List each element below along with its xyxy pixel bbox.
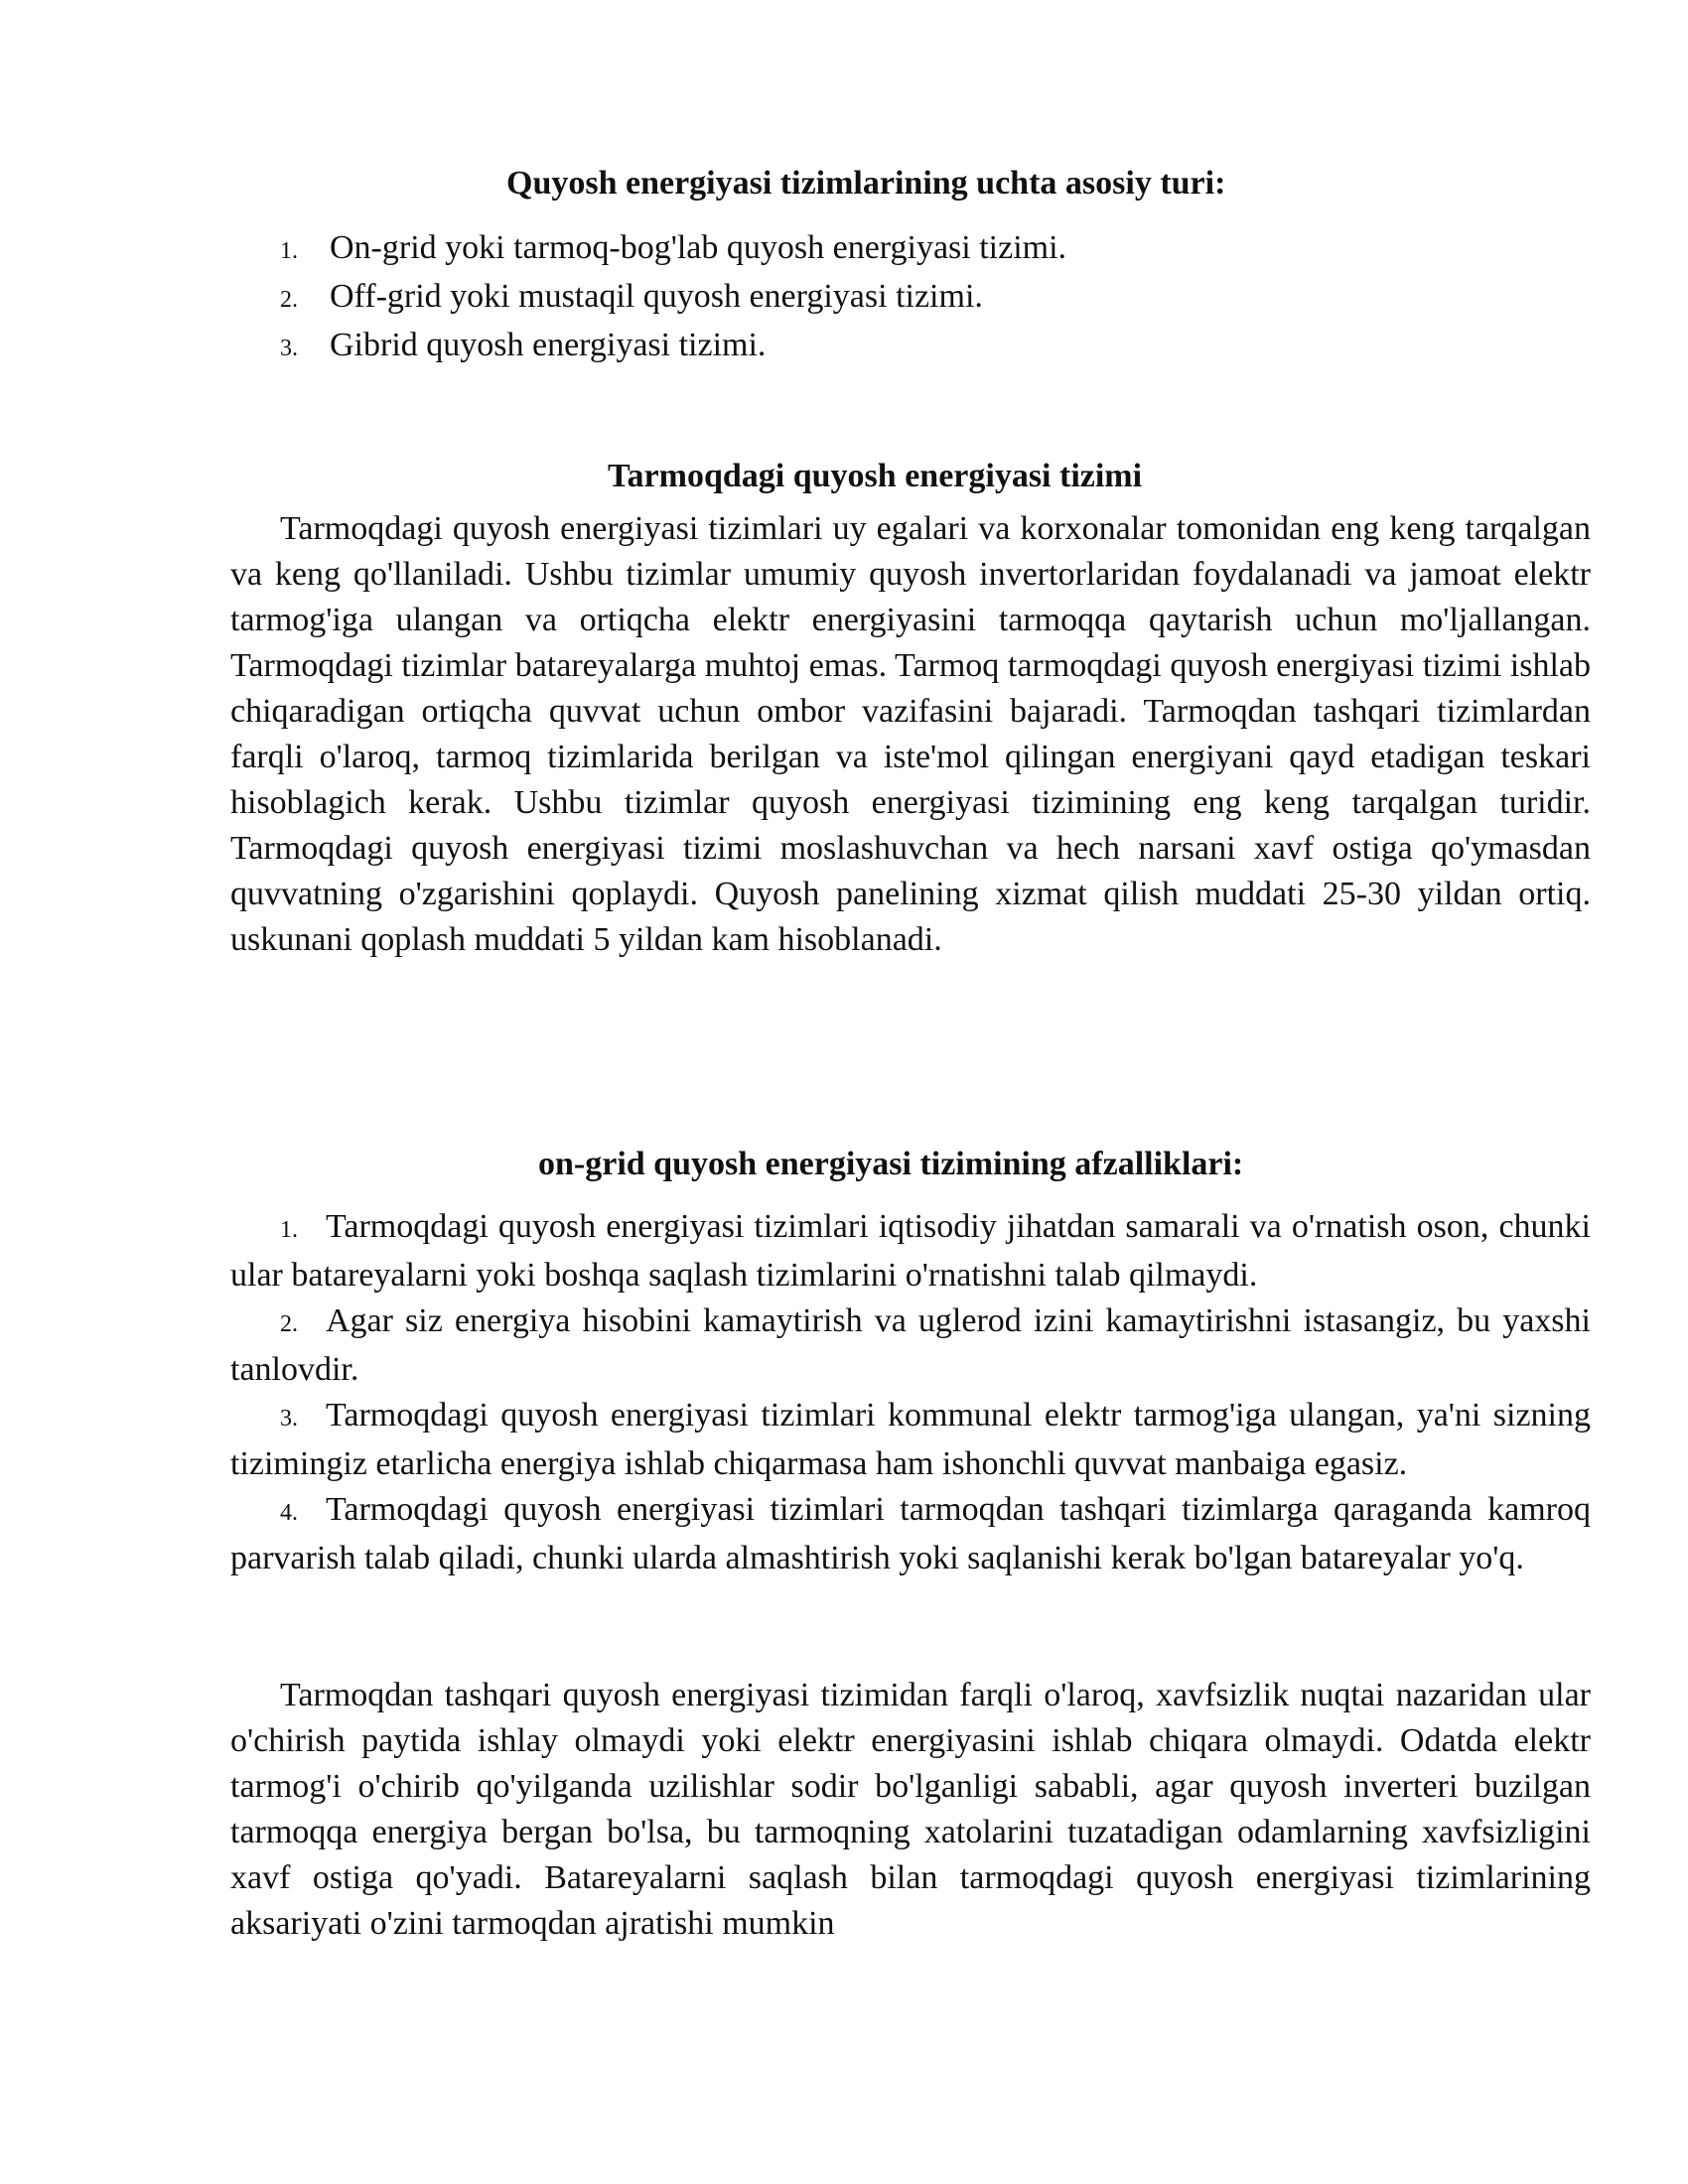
list-item-text: Agar siz energiya hisobini kamaytirish va uglerod izini kamaytirishni istasangiz, bu yaxshi tanlovdir. (230, 1302, 1591, 1388)
system-types-list (280, 225, 1066, 371)
list-item-number: 3. (280, 336, 298, 361)
list-item-text: On-grid yoki tarmoq-bog'lab quyosh energiyasi tizimi. (330, 229, 1067, 266)
list-item-text: Off-grid yoki mustaqil quyosh energiyasi tizimi. (330, 278, 983, 315)
list-item (230, 1393, 1591, 1487)
section-title-types: Quyosh energiyasi tizimlarining uchta asosiy turi: (506, 165, 1226, 202)
list-item-text: Gibrid quyosh energiyasi tizimi. (330, 327, 767, 363)
section-title-on-grid: Tarmoqdagi quyosh energiyasi tizimi (608, 458, 1143, 494)
list-item-number: 2. (280, 287, 298, 313)
list-item (280, 225, 1066, 274)
list-item-number: 3. (280, 1406, 298, 1432)
list-item-number: 4. (280, 1500, 298, 1526)
on-grid-description-paragraph: Tarmoqdagi quyosh energiyasi tizimlari uy egalari va korxonalar tomonidan eng keng tarqalgan va keng qo'llaniladi. Ushbu tizimlar umumiy quyosh invertorlaridan foydalanadi va jamoat elektr tarmog'iga ulangan va ortiqcha elektr energiyasini tarmoqqa qaytarish uchun mo'ljallangan. Tarmoqdagi tizimlar batareyalarga muhtoj emas. Tarmoq tarmoqdagi quyosh energiyasi tizimi ishlab chiqaradigan ortiqcha quvvat uchun ombor vazifasini bajaradi. Tarmoqdan tashqari tizimlardan farqli o'laroq, tarmoq tizimlarida berilgan va iste'mol qilingan energiyani qayd etadigan teskari hisoblagich kerak. Ushbu tizimlar quyosh energiyasi tizimining eng keng tarqalgan turidir. Tarmoqdagi quyosh energiyasi tizimi moslashuvchan va hech narsani xavf ostiga qo'ymasdan quvvatning o'zgarishini qoplaydi. Quyosh panelining xizmat qilish muddati 25-30 yildan ortiq. uskunani qoplash muddati 5 yildan kam hisoblanadi. (230, 510, 1591, 958)
list-item-text: Tarmoqdagi quyosh energiyasi tizimlari kommunal elektr tarmog'iga ulangan, ya'ni sizning tizimingiz etarlicha energiya ishlab chiqarmasa ham ishonchli quvvat manbaiga egasiz. (230, 1397, 1591, 1482)
list-item-number: 2. (280, 1311, 298, 1337)
safety-paragraph: Tarmoqdan tashqari quyosh energiyasi tizimidan farqli o'laroq, xavfsizlik nuqtai nazaridan ular o'chirish paytida ishlay olmaydi yoki elektr energiyasini ishlab chiqara olmaydi. Odatda elektr tarmog'i o'chirib qo'yilganda uzilishlar sodir bo'lganligi sababli, agar quyosh inverteri buzilgan tarmoqqa energiya bergan bo'lsa, bu tarmoqning xatolarini tuzatadigan odamlarning xavfsizligini xavf ostiga qo'yadi. Batareyalarni saqlash bilan tarmoqdagi quyosh energiyasi tizimlarining aksariyati o'zini tarmoqdan ajratishi mumkin (230, 1677, 1591, 1942)
list-item (230, 1487, 1591, 1581)
list-item-number: 1. (280, 1217, 298, 1243)
list-item-text: Tarmoqdagi quyosh energiyasi tizimlari tarmoqdan tashqari tizimlarga qaraganda kamroq parvarish talab qiladi, chunki ularda almashtirish yoki saqlanishi kerak bo'lgan batareyalar yo'q. (230, 1491, 1591, 1576)
section-title-advantages: on-grid quyosh energiyasi tizimining afzalliklari: (538, 1146, 1244, 1182)
list-item (230, 1298, 1591, 1393)
advantages-list (230, 1204, 1591, 1581)
list-item-text: Tarmoqdagi quyosh energiyasi tizimlari iqtisodiy jihatdan samarali va o'rnatish oson, chunki ular batareyalarni yoki boshqa saqlash tizimlarini o'rnatishni talab qilmaydi. (230, 1208, 1591, 1294)
list-item (230, 1204, 1591, 1298)
list-item (280, 274, 1066, 323)
list-item (280, 323, 1066, 371)
list-item-number: 1. (280, 238, 298, 264)
